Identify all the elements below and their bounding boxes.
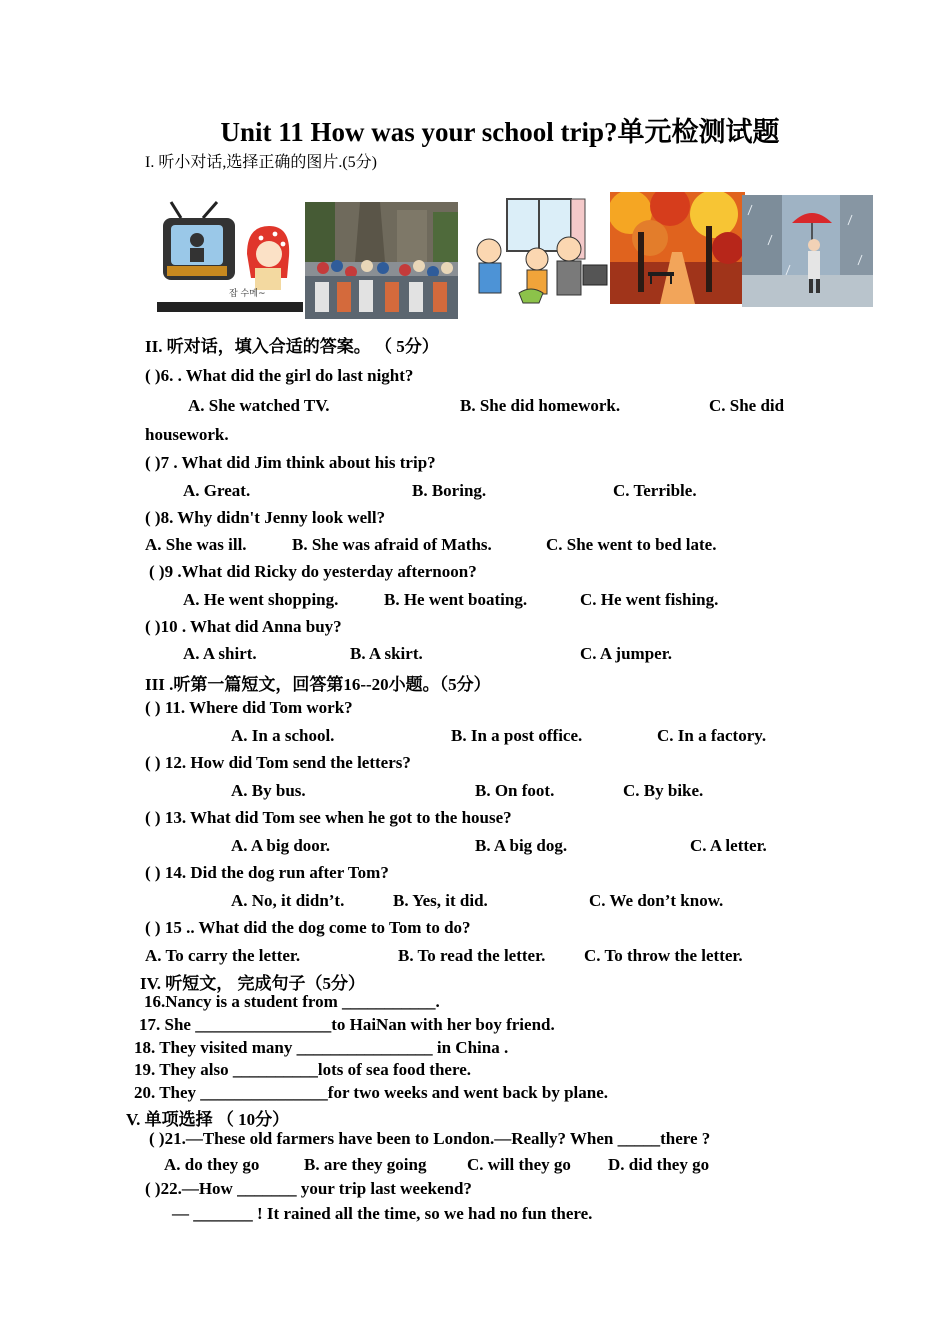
q13-option-b: B. A big dog. [475, 836, 568, 855]
q10-option-b: B. A skirt. [350, 644, 423, 663]
picture-group-church [305, 202, 458, 319]
section-2-heading: II. 听对话，填入合适的答案。 （ 5分） [145, 337, 439, 356]
q21-option-b: B. are they going [304, 1155, 427, 1174]
q11-option-b: B. In a post office. [451, 726, 583, 745]
q6-option-c: C. She did [709, 396, 785, 415]
q8-stem: ( )8. Why didn't Jenny look well? [145, 508, 386, 527]
q7-stem: ( )7 . What did Jim think about his trip? [145, 453, 436, 472]
q10-option-c: C. A jumper. [580, 644, 672, 663]
fill-17: 17. She ________________to HaiNan with her boy friend. [139, 1015, 555, 1034]
q21-option-d: D. did they go [608, 1155, 710, 1174]
q9-option-c: C. He went fishing. [580, 590, 719, 609]
q6-option-c-cont: housework. [145, 425, 229, 444]
q11-stem: ( ) 11. Where did Tom work? [145, 698, 353, 717]
q13-option-a: A. A big door. [231, 836, 331, 855]
q13-stem: ( ) 13. What did Tom see when he got to the house? [145, 808, 512, 827]
q13-option-c: C. A letter. [690, 836, 767, 855]
q8-option-b: B. She was afraid of Maths. [292, 535, 492, 554]
q8-option-c: C. She went to bed late. [546, 535, 717, 554]
q9-option-b: B. He went boating. [384, 590, 528, 609]
picture-autumn-park [610, 192, 745, 304]
page-title: Unit 11 How was your school trip?单元检测试题 [220, 117, 780, 147]
section-1-heading: I. 听小对话,选择正确的图片.(5分) [145, 154, 377, 171]
q21-option-a: A. do they go [164, 1155, 260, 1174]
q14-option-a: A. No, it didn’t. [231, 891, 345, 910]
q10-stem: ( )10 . What did Anna buy? [145, 617, 342, 636]
fill-16: 16.Nancy is a student from ___________. [144, 992, 440, 1011]
q7-option-b: B. Boring. [412, 481, 487, 500]
section-3-heading: III .听第一篇短文，回答第16--20小题。（5分） [145, 675, 491, 694]
section-5-heading: V. 单项选择 （ 10分） [126, 1110, 290, 1129]
q12-option-b: B. On foot. [475, 781, 555, 800]
tv-caption: 잡 수메~ [229, 289, 266, 299]
section-4-heading: IV. 听短文， 完成句子（5分） [140, 974, 365, 993]
q11-option-c: C. In a factory. [657, 726, 767, 745]
q7-option-c: C. Terrible. [613, 481, 697, 500]
q7-option-a: A. Great. [183, 481, 251, 500]
picture-tv-girl [157, 198, 303, 312]
q15-stem: ( ) 15 .. What did the dog come to Tom to do? [145, 918, 471, 937]
q22-answer-line: — _______ ! It rained all the time, so we had no fun there. [172, 1204, 593, 1223]
fill-20: 20. They _______________for two weeks and went back by plane. [134, 1083, 608, 1102]
q15-option-c: C. To throw the letter. [584, 946, 743, 965]
q12-option-c: C. By bike. [623, 781, 704, 800]
q15-option-b: B. To read the letter. [398, 946, 546, 965]
q9-option-a: A. He went shopping. [183, 590, 339, 609]
q15-option-a: A. To carry the letter. [145, 946, 301, 965]
fill-18: 18. They visited many ________________ in China . [134, 1038, 509, 1057]
q12-option-a: A. By bus. [231, 781, 306, 800]
q9-stem: ( )9 .What did Ricky do yesterday afternoon? [149, 562, 477, 581]
q12-stem: ( ) 12. How did Tom send the letters? [145, 753, 411, 772]
q21-stem: ( )21.—These old farmers have been to London.—Really? When _____there ? [149, 1129, 711, 1148]
q14-stem: ( ) 14. Did the dog run after Tom? [145, 863, 389, 882]
q8-option-a: A. She was ill. [145, 535, 247, 554]
q6-option-b: B. She did homework. [460, 396, 621, 415]
fill-19: 19. They also __________lots of sea food there. [134, 1060, 472, 1079]
q11-option-a: A. In a school. [231, 726, 335, 745]
q6-stem: ( )6. . What did the girl do last night? [145, 366, 414, 385]
q6-option-a: A. She watched TV. [188, 396, 330, 415]
q14-option-c: C. We don’t know. [589, 891, 724, 910]
q14-option-b: B. Yes, it did. [393, 891, 488, 910]
picture-rainy-street [742, 195, 873, 307]
picture-family-housework [459, 193, 609, 313]
q21-option-c: C. will they go [467, 1155, 571, 1174]
q22-stem: ( )22.—How _______ your trip last weekend? [145, 1179, 472, 1198]
q10-option-a: A. A shirt. [183, 644, 257, 663]
